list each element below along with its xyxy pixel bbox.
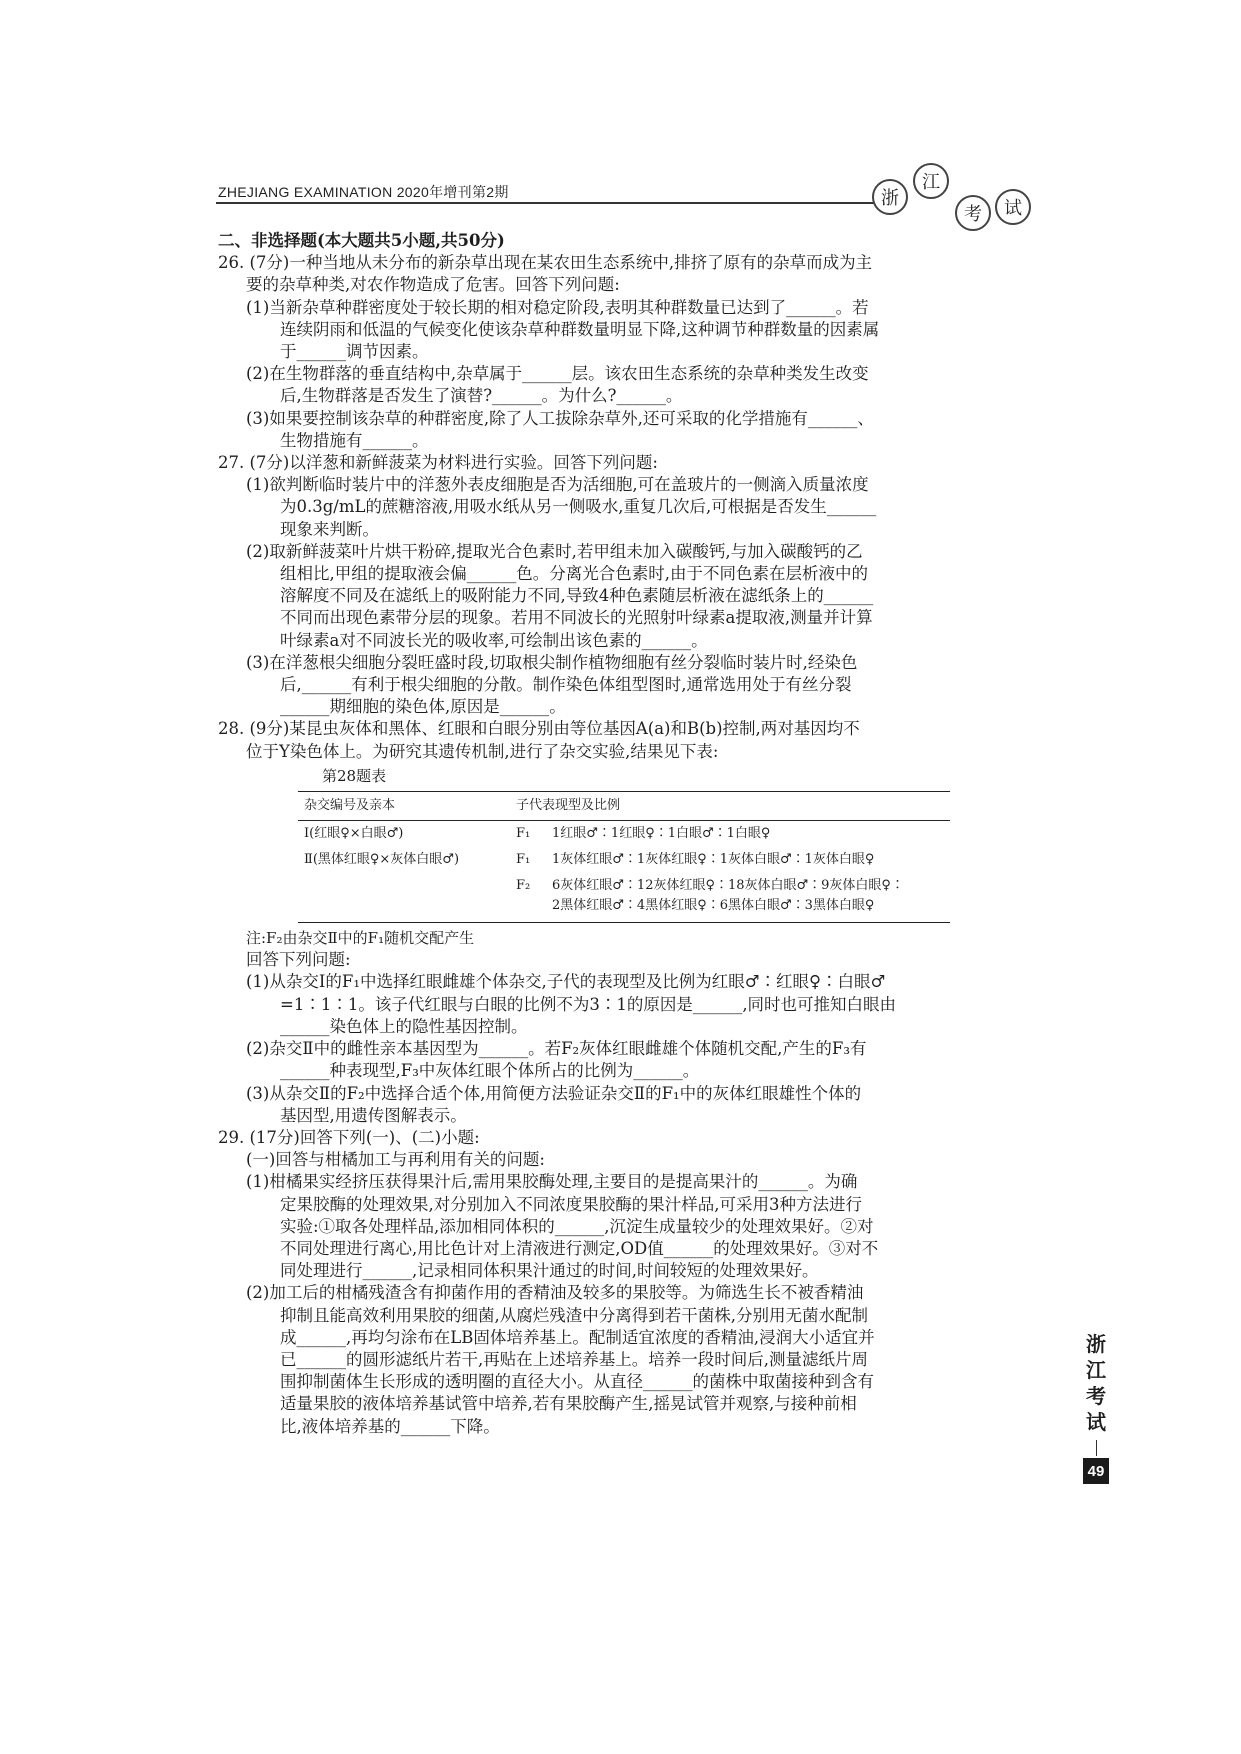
table-header-cross: 杂交编号及亲本 bbox=[298, 792, 510, 821]
q28-line: 位于Y染色体上。为研究其遗传机制,进行了杂交实验,结果见下表: bbox=[246, 741, 719, 761]
cell-cross bbox=[298, 873, 510, 923]
q27-line: (3)在洋葱根尖细胞分裂旺盛时段,切取根尖制作植物细胞有丝分裂临时装片时,经染色 bbox=[246, 652, 858, 672]
seal-char-zhe: 浙 bbox=[872, 179, 908, 215]
q29-line: (一)回答与柑橘加工与再利用有关的问题: bbox=[246, 1150, 545, 1170]
cell-cross: Ⅰ(红眼♀×白眼♂) bbox=[304, 826, 404, 842]
q29-line: 抑制且能高效利用果胶的细菌,从腐烂残渣中分离得到若干菌株,分别用无菌水配制 bbox=[280, 1305, 868, 1325]
q26-line: 后,生物群落是否发生了演替?______。为什么?______。 bbox=[280, 386, 683, 406]
cell-cross: Ⅱ(黑体红眼♀×灰体白眼♂) bbox=[304, 852, 460, 868]
q28-line: (2)杂交Ⅱ中的雌性亲本基因型为______。若F₂灰体红眼雌雄个体随机交配,产生的F₃有 bbox=[246, 1039, 867, 1059]
cell-generation: F₁ bbox=[516, 826, 531, 842]
q27-line: (2)取新鲜菠菜叶片烘干粉碎,提取光合色素时,若甲组未加入碳酸钙,与加入碳酸钙的乙 bbox=[246, 541, 863, 561]
cell-result bbox=[546, 873, 950, 923]
q29-line: (2)加工后的柑橘残渣含有抑菌作用的香精油及较多的果胶等。为筛选生长不被香精油 bbox=[246, 1283, 864, 1303]
q26-line: (1)当新杂草种群密度处于较长期的相对稳定阶段,表明其种群数量已达到了______。若 bbox=[246, 297, 869, 317]
q29-line: 29. (17分)回答下列(一)、(二)小题: bbox=[218, 1127, 480, 1147]
q27-line: 后,______有利于根尖细胞的分散。制作染色体组型图时,通常选用处于有丝分裂 bbox=[280, 675, 852, 695]
question-28 bbox=[218, 718, 1020, 1126]
q29-line: 不同处理进行离心,用比色计对上清液进行测定,OD值______的处理效果好。③对不 bbox=[280, 1238, 879, 1258]
table-note: 注:F₂由杂交Ⅱ中的F₁随机交配产生 bbox=[246, 929, 475, 948]
q27-line: 不同而出现色素带分层的现象。若用不同波长的光照射叶绿素a提取液,测量并计算 bbox=[280, 608, 873, 628]
q29-line: 成______,再均匀涂布在LB固体培养基上。配制适宜浓度的香精油,浸润大小适宜并 bbox=[280, 1327, 875, 1347]
exam-content bbox=[218, 230, 1020, 1438]
question-27 bbox=[218, 452, 1020, 718]
q27-line: 溶解度不同及在滤纸上的吸附能力不同,导致4种色素随层析液在滤纸条上的______ bbox=[280, 586, 874, 606]
q29-line: 比,液体培养基的______下降。 bbox=[280, 1416, 500, 1436]
q28-line: ______染色体上的隐性基因控制。 bbox=[280, 1016, 528, 1036]
q27-line: 叶绿素a对不同波长光的吸收率,可绘制出该色素的______。 bbox=[280, 630, 708, 650]
q26-line: 连续阴雨和低温的气候变化使该杂草种群数量明显下降,这种调节种群数量的因素属 bbox=[280, 319, 880, 339]
q28-line: 回答下列问题: bbox=[246, 950, 351, 970]
q28-line: =1∶1∶1。该子代红眼与白眼的比例不为3∶1的原因是______,同时也可推知白眼由 bbox=[280, 994, 897, 1014]
cell-result: 1红眼♂∶1红眼♀∶1白眼♂∶1白眼♀ bbox=[552, 826, 771, 842]
q27-line: 现象来判断。 bbox=[280, 519, 379, 539]
q26-line: (3)如果要控制该杂草的种群密度,除了人工拔除杂草外,还可采取的化学措施有______、 bbox=[246, 408, 874, 428]
q29-line: 同处理进行______,记录相同体积果汁通过的时间,时间较短的处理效果好。 bbox=[280, 1261, 819, 1281]
table-row bbox=[298, 847, 950, 873]
q29-line: 适量果胶的液体培养基试管中培养,若有果胶酶产生,摇晃试管并观察,与接种前相 bbox=[280, 1394, 857, 1414]
cell-generation: F₁ bbox=[516, 852, 531, 868]
q27-line: (1)欲判断临时装片中的洋葱外表皮细胞是否为活细胞,可在盖玻片的一侧滴入质量浓度 bbox=[246, 475, 869, 495]
q28-line: 基因型,用遗传图解表示。 bbox=[280, 1105, 467, 1125]
cell-result: 1灰体红眼♂∶1灰体红眼♀∶1灰体白眼♂∶1灰体白眼♀ bbox=[552, 852, 875, 868]
cell-result-line: 2黑体红眼♂∶4黑体红眼♀∶6黑体白眼♂∶3黑体白眼♀ bbox=[552, 898, 875, 914]
journal-header-title: ZHEJIANG EXAMINATION 2020年增刊第2期 bbox=[218, 184, 509, 200]
header-rule bbox=[216, 202, 876, 204]
q26-line: 于______调节因素。 bbox=[280, 342, 429, 362]
cell-generation: F₂ bbox=[510, 873, 546, 923]
q29-line: (1)柑橘果实经挤压获得果汁后,需用果胶酶处理,主要目的是提高果汁的______。为确 bbox=[246, 1172, 858, 1192]
table-header-offspring: 子代表现型及比例 bbox=[510, 792, 950, 821]
q27-line: ______期细胞的染色体,原因是______。 bbox=[280, 697, 566, 717]
side-divider bbox=[1096, 1440, 1097, 1456]
q28-line: ______种表现型,F₃中灰体红眼个体所占的比例为______。 bbox=[280, 1061, 700, 1081]
q29-line: 围抑制菌体生长形成的透明圈的直径大小。从直径______的菌株中取菌接种到含有 bbox=[280, 1372, 874, 1392]
seal-char-shi: 试 bbox=[995, 189, 1031, 225]
q27-line: 组相比,甲组的提取液会偏______色。分离光合色素时,由于不同色素在层析液中的 bbox=[280, 564, 868, 584]
q27-line: 为0.3g/mL的蔗糖溶液,用吸水纸从另一侧吸水,重复几次后,可根据是否发生______ bbox=[280, 497, 877, 517]
section-title: 二、非选择题(本大题共5小题,共50分) bbox=[218, 231, 505, 250]
table-row bbox=[298, 821, 950, 848]
q28-line: (3)从杂交Ⅱ的F₂中选择合适个体,用简便方法验证杂交Ⅱ的F₁中的灰体红眼雄性个体的 bbox=[246, 1083, 862, 1103]
q29-line: 已______的圆形滤纸片若干,再贴在上述培养基上。培养一段时间后,测量滤纸片周 bbox=[280, 1349, 868, 1369]
q26-line: 生物措施有______。 bbox=[280, 430, 429, 450]
seal-char-jiang: 江 bbox=[913, 163, 949, 199]
q26-line: 26. (7分)一种当地从未分布的新杂草出现在某农田生态系统中,排挤了原有的杂草而成为主 bbox=[218, 253, 873, 273]
q28-line: (1)从杂交Ⅰ的F₁中选择红眼雌雄个体杂交,子代的表现型及比例为红眼♂∶红眼♀∶白眼♂ bbox=[246, 972, 886, 992]
q26-line: 要的杂草种类,对农作物造成了危害。回答下列问题: bbox=[246, 275, 620, 295]
table-row bbox=[298, 873, 950, 923]
cell-result-line: 6灰体红眼♂∶12灰体红眼♀∶18灰体白眼♂∶9灰体白眼♀∶ bbox=[552, 878, 904, 894]
question-26 bbox=[218, 252, 1020, 452]
page-number: 49 bbox=[1083, 1458, 1109, 1484]
question-29 bbox=[218, 1127, 1020, 1438]
q26-line: (2)在生物群落的垂直结构中,杂草属于______层。该农田生态系统的杂草种类发生改变 bbox=[246, 364, 869, 384]
seal-char-kao: 考 bbox=[955, 195, 991, 231]
table-caption: 第28题表 bbox=[322, 766, 387, 785]
q27-line: 27. (7分)以洋葱和新鲜菠菜为材料进行实验。回答下列问题: bbox=[218, 453, 658, 473]
q29-line: 定果胶酶的处理效果,对分别加入不同浓度果胶酶的果汁样品,可采用3种方法进行 bbox=[280, 1194, 862, 1214]
cross-results-table bbox=[298, 791, 950, 923]
q28-line: 28. (9分)某昆虫灰体和黑体、红眼和白眼分别由等位基因A(a)和B(b)控制,两对基因均不 bbox=[218, 719, 860, 739]
side-journal-label: 浙江考试 bbox=[1086, 1334, 1106, 1434]
q29-line: 实验:①取各处理样品,添加相同体积的______,沉淀生成量较少的处理效果好。②对 bbox=[280, 1216, 874, 1236]
